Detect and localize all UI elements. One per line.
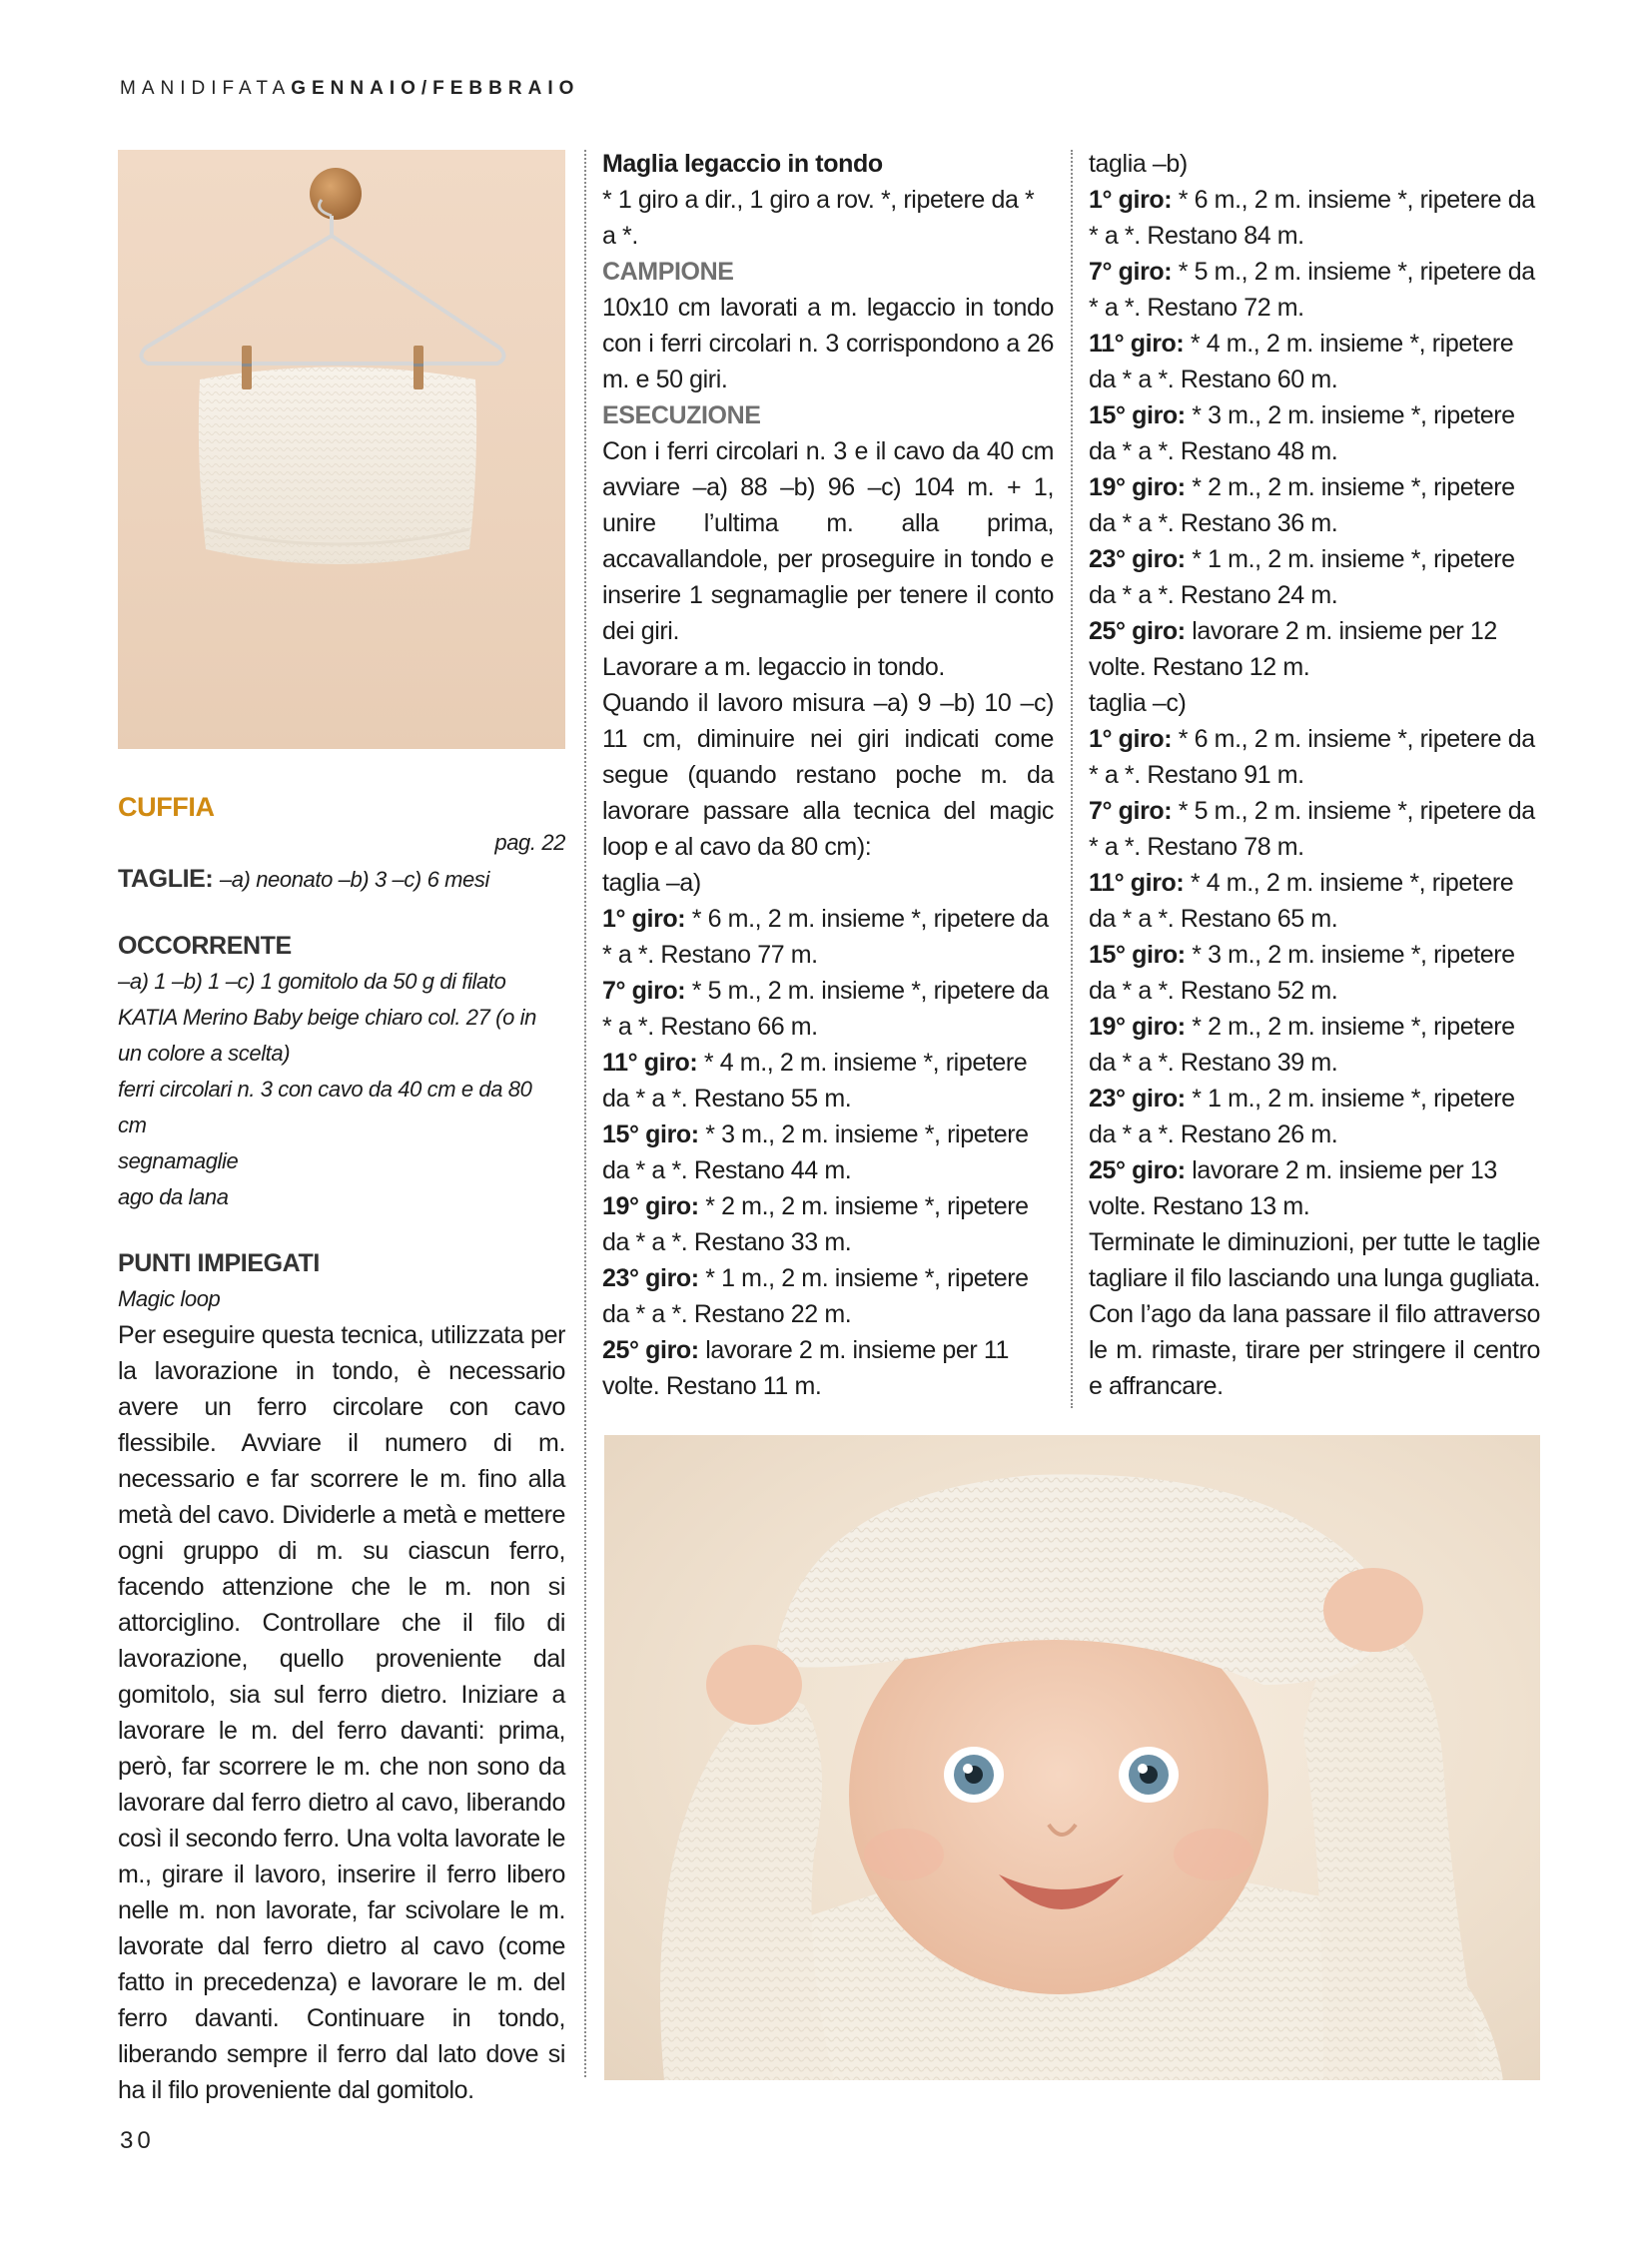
round-text: * 3 m., 2 m. insieme *, ripetere da * a *. Restano 48 m. [1089,401,1515,465]
round-number: 1° giro: [602,905,686,933]
occorrente-item: ago da lana [118,1184,229,1209]
column-separator [1071,150,1073,1408]
round-number: 19° giro: [602,1192,699,1220]
round-line [1089,469,1540,541]
hat-on-hanger-photo [118,150,565,749]
round-line [1089,937,1540,1009]
round-number: 19° giro: [1089,1013,1186,1041]
campione-text: 10x10 cm lavorati a m. legaccio in tondo con i ferri circolari n. 3 corrispondono a 26 m. e 50 giri. [602,294,1054,393]
size-c-label: taglia –c) [1089,689,1187,717]
esecuzione-heading: ESECUZIONE [602,401,761,429]
round-line [1089,793,1540,865]
round-line [602,1332,1054,1404]
round-text: * 5 m., 2 m. insieme *, ripetere da * a *. Restano 78 m. [1089,797,1535,861]
campione-heading: CAMPIONE [602,258,734,286]
pattern-title: CUFFIA [118,792,215,822]
round-text: * 2 m., 2 m. insieme *, ripetere da * a *. Restano 33 m. [602,1192,1029,1256]
round-number: 25° giro: [1089,1156,1186,1184]
round-number: 23° giro: [1089,545,1186,573]
round-number: 15° giro: [602,1120,699,1148]
round-line [1089,1152,1540,1224]
column-left [118,789,565,2108]
round-number: 23° giro: [1089,1085,1186,1113]
finishing-text: Terminate le diminuzioni, per tutte le taglie tagliare il filo lasciando una lunga gugliata. Con l’ago da lana passare il filo attraverso le m. rimaste, tirare per stringere il centro e affrancare. [1089,1228,1540,1400]
page-reference: pag. 22 [494,830,565,855]
running-header [120,78,579,100]
round-line [1089,182,1540,254]
round-number: 19° giro: [1089,473,1186,501]
occorrente-item: segnamaglie [118,1148,239,1173]
issue-date: GENNAIO/FEBBRAIO [291,78,580,99]
round-number: 11° giro: [1089,330,1185,358]
round-number: 7° giro: [1089,797,1173,825]
page-number: 30 [120,2127,155,2154]
legaccio-text: * 1 giro a dir., 1 giro a rov. *, ripetere da * a *. [602,186,1035,250]
round-text: * 4 m., 2 m. insieme *, ripetere da * a *. Restano 55 m. [602,1049,1028,1113]
round-number: 1° giro: [1089,186,1173,214]
round-text: lavorare 2 m. insieme per 13 volte. Restano 13 m. [1089,1156,1497,1220]
size-b-label: taglia –b) [1089,150,1188,178]
round-text: * 2 m., 2 m. insieme *, ripetere da * a *. Restano 39 m. [1089,1013,1515,1077]
round-number: 11° giro: [1089,869,1185,897]
occorrente-heading: OCCORRENTE [118,932,292,960]
magic-loop-title: Magic loop [118,1286,221,1311]
round-text: * 2 m., 2 m. insieme *, ripetere da * a *. Restano 36 m. [1089,473,1515,537]
column-right [1089,146,1540,1404]
round-text: * 6 m., 2 m. insieme *, ripetere da * a *. Restano 91 m. [1089,725,1535,789]
round-line [1089,721,1540,793]
column-middle [602,146,1054,1404]
esecuzione-paragraph: Quando il lavoro misura –a) 9 –b) 10 –c) 11 cm, diminuire nei giri indicati come segue (quando restano poche m. da lavorare passare alla tecnica del magic loop e al cavo da 80 cm): [602,689,1054,861]
round-text: * 6 m., 2 m. insieme *, ripetere da * a *. Restano 77 m. [602,905,1049,969]
round-line [602,973,1054,1045]
round-number: 25° giro: [602,1336,699,1364]
round-line [1089,326,1540,397]
magic-loop-text: Per eseguire questa tecnica, utilizzata per la lavorazione in tondo, è necessario avere un ferro circolare con cavo flessibile. Avviare il numero di m. necessario e far scorrere le m. fino alla metà del cavo. Dividerle a metà e mettere ogni gruppo di m. su ciascun ferro, facendo attenzione che le m. non si attorciglino. Controllare che il filo di lavorazione, quello proveniente dal gomitolo, sia sul ferro dietro. Iniziare a lavorare le m. del ferro davanti: prima, però, far scorrere le m. che non sono da lavorare dal ferro dietro al cavo, liberando così il secondo ferro. Una volta lavorate le m., girare il lavoro, inserire il ferro libero nelle m. non lavorate, far scivolare le m. lavorate dal ferro dietro al cavo (come fatto in precedenza) e lavorare le m. del ferro davanti. Continuare in tondo, liberando sempre il ferro dal lato dove si ha il filo proveniente dal gomitolo. [118,1321,565,2104]
round-number: 11° giro: [602,1049,698,1077]
round-number: 25° giro: [1089,617,1186,645]
round-number: 7° giro: [1089,258,1173,286]
round-text: * 4 m., 2 m. insieme *, ripetere da * a *. Restano 65 m. [1089,869,1514,933]
esecuzione-paragraph: Con i ferri circolari n. 3 e il cavo da 40 cm avviare –a) 88 –b) 96 –c) 104 m. + 1, unire l’ultima m. alla prima, accavallandole, per proseguire in tondo e inserire 1 segnamaglie per tenere il conto dei giri. [602,437,1054,645]
round-line [1089,865,1540,937]
round-text: lavorare 2 m. insieme per 12 volte. Restano 12 m. [1089,617,1497,681]
round-text: * 4 m., 2 m. insieme *, ripetere da * a *. Restano 60 m. [1089,330,1514,393]
round-number: 7° giro: [602,977,686,1005]
esecuzione-paragraph: Lavorare a m. legaccio in tondo. [602,653,945,681]
round-text: * 1 m., 2 m. insieme *, ripetere da * a *. Restano 24 m. [1089,545,1515,609]
round-line [1089,613,1540,685]
occorrente-item: ferri circolari n. 3 con cavo da 40 cm e da 80 cm [118,1077,532,1137]
round-text: * 5 m., 2 m. insieme *, ripetere da * a *. Restano 72 m. [1089,258,1535,322]
round-text: * 3 m., 2 m. insieme *, ripetere da * a *. Restano 52 m. [1089,941,1515,1005]
occorrente-item: –a) 1 –b) 1 –c) 1 gomitolo da 50 g di filato KATIA Merino Baby beige chiaro col. 27 (o in un colore a scelta) [118,969,536,1066]
round-line [602,1188,1054,1260]
round-number: 1° giro: [1089,725,1173,753]
round-line [1089,1009,1540,1081]
round-text: * 1 m., 2 m. insieme *, ripetere da * a *. Restano 26 m. [1089,1085,1515,1148]
round-text: lavorare 2 m. insieme per 11 volte. Restano 11 m. [602,1336,1010,1400]
round-line [1089,254,1540,326]
round-line [1089,1081,1540,1152]
round-line [602,901,1054,973]
round-line [602,1260,1054,1332]
round-text: * 1 m., 2 m. insieme *, ripetere da * a *. Restano 22 m. [602,1264,1029,1328]
round-line [1089,397,1540,469]
round-number: 23° giro: [602,1264,699,1292]
column-separator [584,150,586,2077]
magazine-name: MANIDIFATA [120,78,292,99]
sizes-label: TAGLIE: [118,865,214,893]
round-line [1089,541,1540,613]
round-text: * 3 m., 2 m. insieme *, ripetere da * a *. Restano 44 m. [602,1120,1029,1184]
sizes-text: –a) neonato –b) 3 –c) 6 mesi [219,867,489,892]
sizes-line [118,861,565,898]
size-a-label: taglia –a) [602,869,701,897]
round-line [602,1117,1054,1188]
round-text: * 6 m., 2 m. insieme *, ripetere da * a *. Restano 84 m. [1089,186,1535,250]
round-number: 15° giro: [1089,401,1186,429]
legaccio-title: Maglia legaccio in tondo [602,150,883,178]
round-text: * 5 m., 2 m. insieme *, ripetere da * a *. Restano 66 m. [602,977,1049,1041]
round-number: 15° giro: [1089,941,1186,969]
baby-wearing-hat-photo [604,1435,1540,2080]
punti-heading: PUNTI IMPIEGATI [118,1249,320,1277]
round-line [602,1045,1054,1117]
